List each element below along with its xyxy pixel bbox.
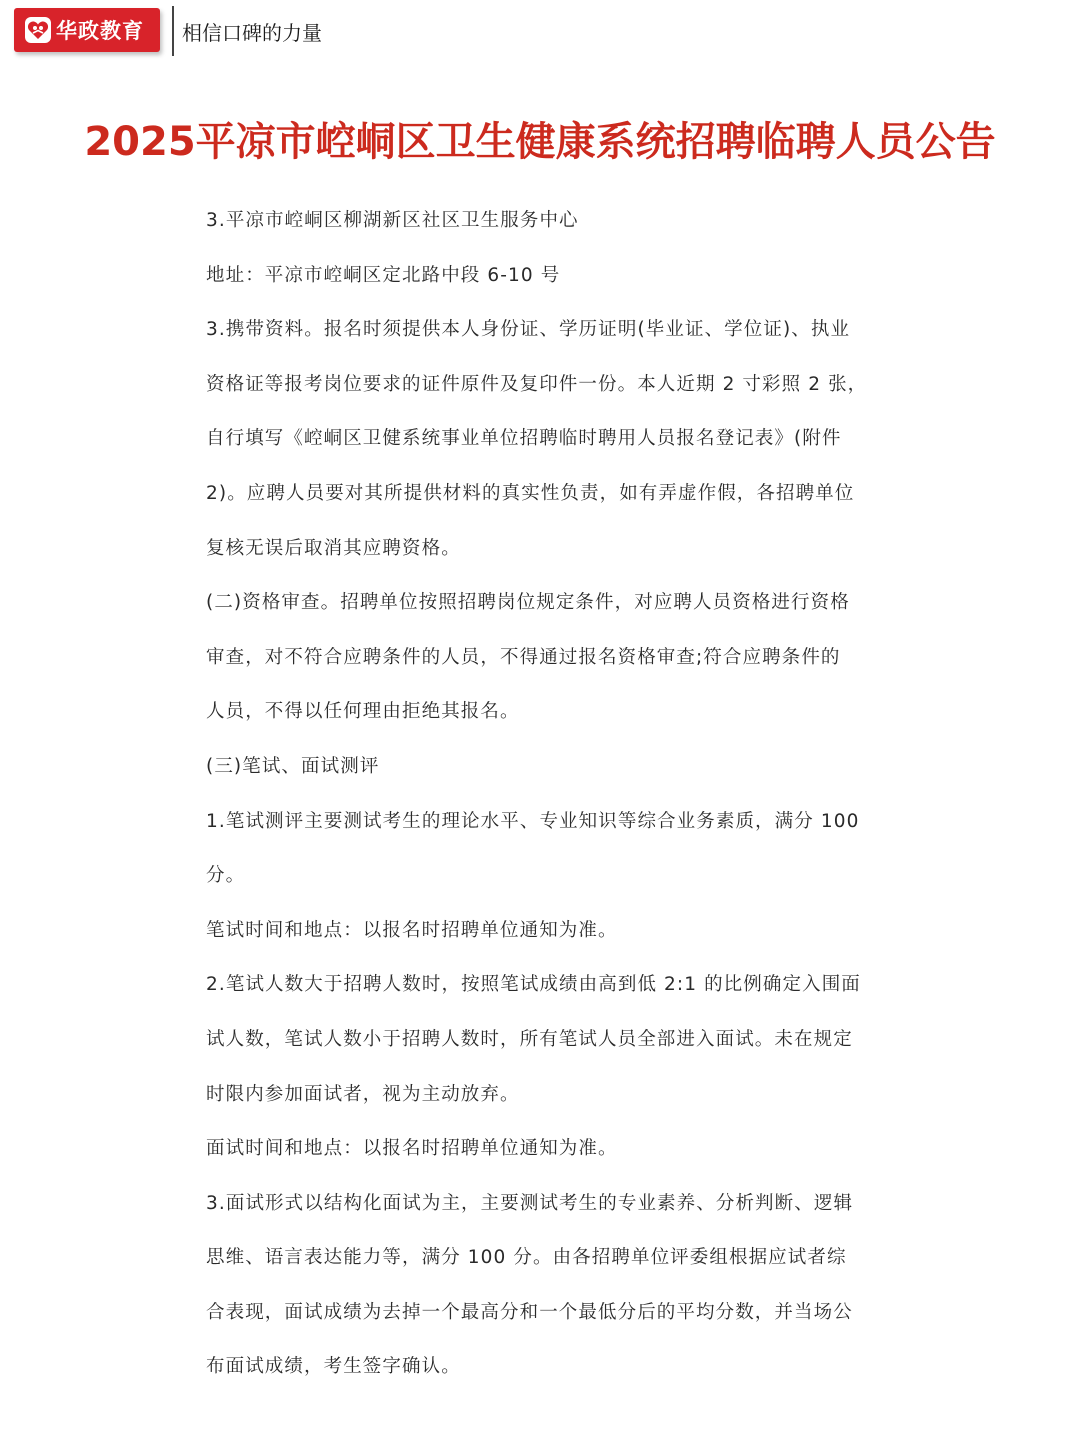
header-divider — [172, 6, 174, 56]
text-line: 面试时间和地点：以报名时招聘单位通知为准。 — [206, 1138, 618, 1160]
text-line: 布面试成绩，考生签字确认。 — [206, 1356, 461, 1378]
text-line: 3.携带资料。报名时须提供本人身份证、学历证明(毕业证、学位证)、执业 — [206, 319, 851, 341]
text-line: 2)。应聘人员要对其所提供材料的真实性负责，如有弄虚作假，各招聘单位 — [206, 482, 855, 504]
text-line: (二)资格审查。招聘单位按照招聘岗位规定条件，对应聘人员资格进行资格 — [206, 592, 850, 614]
text-line: 时限内参加面试者，视为主动放弃。 — [206, 1083, 520, 1105]
brand-logo[interactable] — [14, 8, 160, 52]
page-title: 2025平凉市崆峒区卫生健康系统招聘临聘人员公告 — [84, 119, 996, 165]
text-line: (三)笔试、面试测评 — [206, 755, 380, 777]
text-line: 自行填写《崆峒区卫健系统事业单位招聘临时聘用人员报名登记表》(附件 — [206, 428, 842, 450]
text-line: 人员，不得以任何理由拒绝其报名。 — [206, 701, 520, 723]
text-line: 1.笔试测评主要测试考生的理论水平、专业知识等综合业务素质，满分 100 — [206, 810, 860, 832]
text-line: 3.平凉市崆峒区柳湖新区社区卫生服务中心 — [206, 210, 579, 231]
text-line: 复核无误后取消其应聘资格。 — [206, 537, 461, 559]
text-line: 审查，对不符合应聘条件的人员，不得通过报名资格审查;符合应聘条件的 — [206, 646, 841, 668]
brand-slogan: 相信口碑的力量 — [182, 21, 322, 45]
text-line: 2.笔试人数大于招聘人数时，按照笔试成绩由高到低 2:1 的比例确定入围面 — [206, 974, 861, 996]
text-line: 分。 — [206, 865, 246, 887]
brand-name: 华政教育 — [56, 19, 144, 43]
text-line: 合表现，面试成绩为去掉一个最高分和一个最低分后的平均分数，并当场公 — [206, 1301, 853, 1323]
text-line: 试人数，笔试人数小于招聘人数时，所有笔试人员全部进入面试。未在规定 — [206, 1028, 853, 1050]
text-line: 资格证等报考岗位要求的证件原件及复印件一份。本人近期 2 寸彩照 2 张， — [206, 373, 868, 395]
text-line: 地址：平凉市崆峒区定北路中段 6-10 号 — [206, 264, 561, 286]
article-body — [206, 194, 896, 1395]
text-line: 笔试时间和地点：以报名时招聘单位通知为准。 — [206, 919, 618, 941]
header — [0, 0, 1080, 62]
text-line: 3.面试形式以结构化面试为主，主要测试考生的专业素养、分析判断、逻辑 — [206, 1192, 854, 1214]
heart-people-icon — [25, 17, 51, 43]
text-line: 思维、语言表达能力等，满分 100 分。由各招聘单位评委组根据应试者综 — [206, 1247, 847, 1269]
